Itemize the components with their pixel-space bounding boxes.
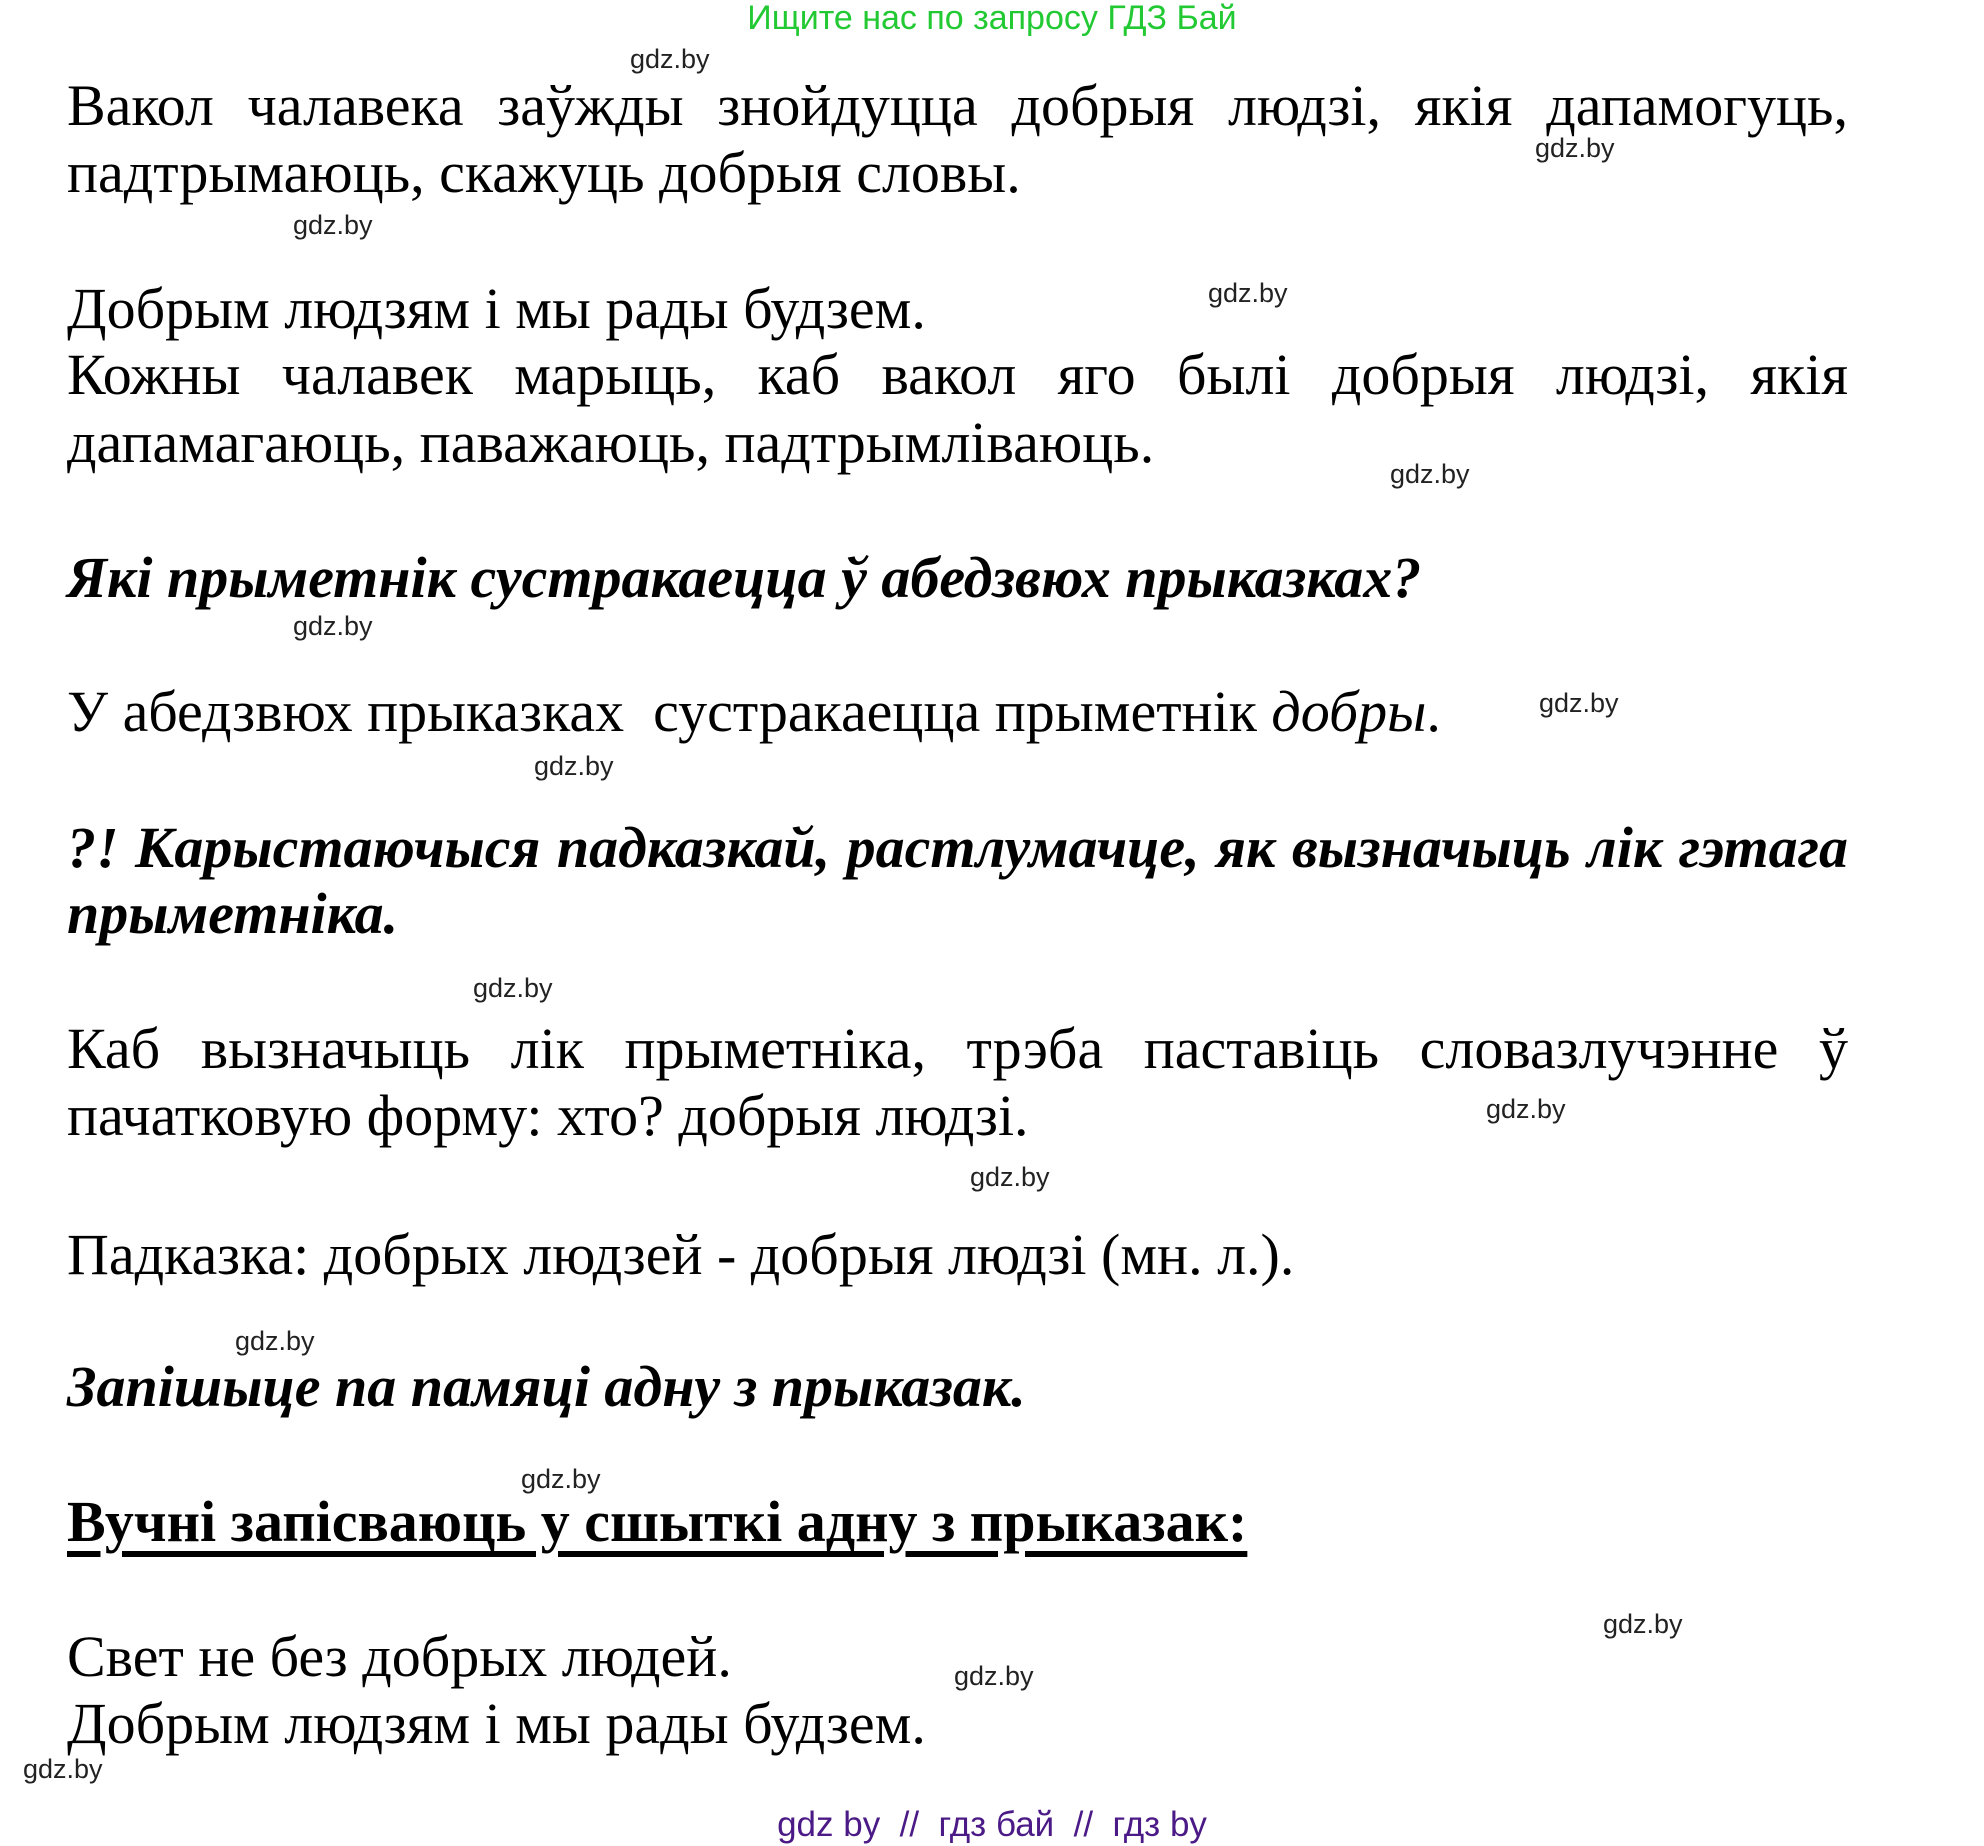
answer-1-prefix: У абедзвюх прыказках сустракаецца прыметнік bbox=[67, 679, 1272, 744]
answer-1 bbox=[67, 679, 1441, 744]
watermark: gdz.by bbox=[970, 1162, 1050, 1192]
answer-2-line-2: пачатковую форму: хто? добрыя людзі. bbox=[67, 1083, 1029, 1148]
watermark: gdz.by bbox=[1535, 133, 1615, 163]
watermark: gdz.by bbox=[534, 751, 614, 781]
paragraph-1-line-2: падтрымаюць, скажуць добрыя словы. bbox=[67, 140, 1021, 205]
proverb-2: Добрым людзям і мы рады будзем. bbox=[67, 1691, 926, 1756]
watermark: gdz.by bbox=[235, 1326, 315, 1356]
watermark: gdz.by bbox=[954, 1661, 1034, 1691]
search-hint-banner: Ищите нас по запросу ГДЗ Бай bbox=[747, 0, 1237, 37]
watermark: gdz.by bbox=[23, 1754, 103, 1784]
proverb-1: Свет не без добрых людей. bbox=[67, 1624, 732, 1689]
question-2-line-1: ?! Карыстаючыся падказкай, растлумачце, як вызначыць лік гэтага bbox=[67, 815, 1848, 880]
watermark: gdz.by bbox=[1539, 688, 1619, 718]
hint-text: Падказка: добрых людзей - добрыя людзі (мн. л.). bbox=[67, 1222, 1295, 1287]
watermark: gdz.by bbox=[473, 973, 553, 1003]
watermark: gdz.by bbox=[1208, 278, 1288, 308]
paragraph-3-line-1: Кожны чалавек марыць, каб вакол яго былі добрыя людзі, якія bbox=[67, 342, 1848, 407]
question-3: Запішыце па памяці адну з прыказак. bbox=[67, 1354, 1026, 1419]
watermark: gdz.by bbox=[1603, 1609, 1683, 1639]
watermark: gdz.by bbox=[293, 210, 373, 240]
paragraph-3-line-2: дапамагаюць, паважаюць, падтрымліваюць. bbox=[67, 410, 1155, 475]
question-1: Які прыметнік сустракаецца ў абедзвюх прыказках? bbox=[67, 545, 1422, 610]
answer-1-highlight-word: добры bbox=[1271, 679, 1427, 744]
question-2-line-2: прыметніка. bbox=[67, 881, 399, 946]
watermark: gdz.by bbox=[630, 44, 710, 74]
answer-1-suffix: . bbox=[1426, 679, 1441, 744]
watermark: gdz.by bbox=[293, 611, 373, 641]
answer-2-line-1: Каб вызначыць лік прыметніка, трэба паставіць словазлучэнне ў bbox=[67, 1016, 1848, 1081]
watermark: gdz.by bbox=[1390, 459, 1470, 489]
watermark: gdz.by bbox=[1486, 1094, 1566, 1124]
footer-brand-links: gdz by // гдз бай // гдз by bbox=[777, 1805, 1207, 1844]
answer-3-heading: Вучні запісваюць у сшыткі адну з прыказак: bbox=[67, 1489, 1248, 1554]
watermark: gdz.by bbox=[521, 1464, 601, 1494]
paragraph-2-line-1: Добрым людзям і мы рады будзем. bbox=[67, 276, 926, 341]
paragraph-1-line-1: Вакол чалавека заўжды знойдуцца добрыя людзі, якія дапамогуць, bbox=[67, 73, 1848, 138]
